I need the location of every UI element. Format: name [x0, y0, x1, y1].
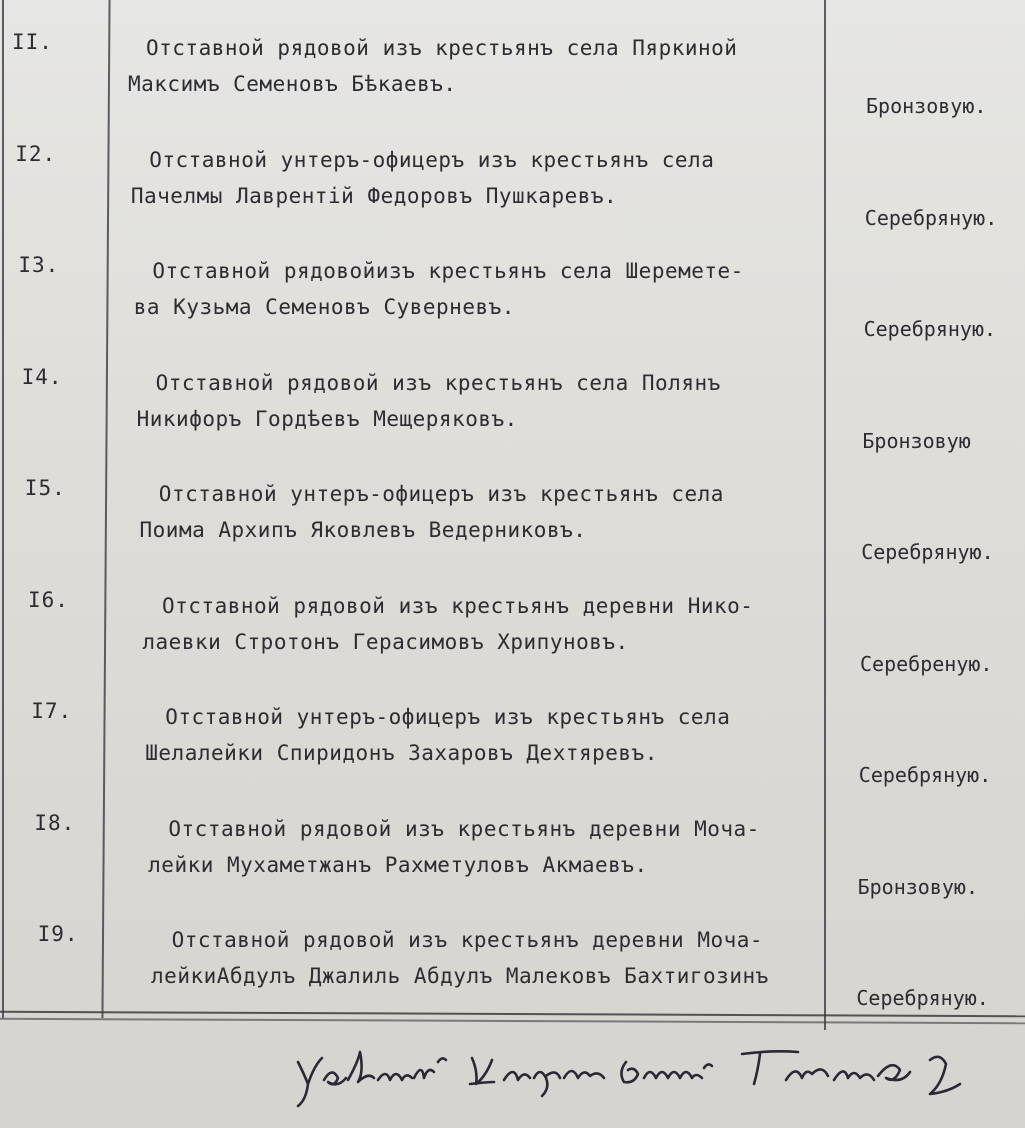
entry-text-line-2: лейки Мухаметжанъ Рахметуловъ Акмаевъ.: [148, 852, 648, 877]
entry-number: I2.: [15, 141, 57, 166]
entry-number: I4.: [21, 364, 63, 389]
entry-row: [0, 245, 1025, 353]
medal-type: Серебряную.: [861, 540, 994, 564]
entry-row: [0, 691, 1025, 799]
entry-text-line-1: Отставной унтеръ-офицеръ изъ крестьянъ села: [149, 147, 715, 172]
entry-row: [0, 803, 1025, 911]
entry-row: [0, 357, 1025, 465]
entry-text-line-2: Максимъ Семеновъ Бѣкаевъ.: [128, 72, 457, 96]
entry-number: I7.: [31, 699, 73, 723]
entry-text-line-1: Отставной рядовой изъ крестьянъ села Полянъ: [155, 370, 721, 395]
entry-text-line-2: Поима Архипъ Яковлевъ Ведерниковъ.: [139, 518, 587, 542]
medal-type: Серебряную.: [863, 317, 997, 341]
handwritten-signature: [290, 1040, 980, 1120]
entry-text-line-2: ва Кузьма Семеновъ Суверневъ.: [133, 295, 515, 319]
entry-row: [0, 468, 1025, 576]
entry-text-line-1: Отставной рядовойизъ крестьянъ села Шеремете-: [152, 259, 744, 283]
entry-text-line-1: Отставной рядовой изъ крестьянъ деревни Моча-: [168, 816, 760, 841]
entry-row: [0, 134, 1025, 242]
entry-row: [0, 22, 1025, 130]
entry-text-line-2: Пачелмы Лаврентій Федоровъ Пушкаревъ.: [130, 183, 618, 208]
entry-text-line-2: Шелалейки Спиридонъ Захаровъ Дехтяревъ.: [145, 741, 658, 765]
medal-type: Бронзовую: [862, 428, 971, 453]
entry-row: [0, 580, 1025, 688]
entry-text-line-2: Никифоръ Гордѣевъ Мещеряковъ.: [136, 406, 518, 431]
entry-text-line-1: Отставной рядовой изъ крестьянъ деревни Нико-: [162, 593, 754, 618]
entry-number: I9.: [37, 922, 79, 946]
entry-text-line-2: лаевки Стротонъ Герасимовъ Хрипуновъ.: [142, 629, 629, 654]
entry-number: II.: [12, 30, 53, 54]
medal-type: Серебреную.: [860, 651, 993, 676]
entry-number: I6.: [28, 587, 69, 612]
entry-number: I8.: [34, 810, 76, 835]
medal-type: Серебряную.: [858, 763, 992, 787]
entry-text-line-1: Отставной унтеръ-офицеръ изъ крестьянъ села: [158, 482, 724, 506]
medal-type: Бронзовую.: [866, 94, 987, 118]
entry-number: I5.: [24, 476, 66, 500]
entry-text-line-1: Отставной рядовой изъ крестьянъ села Пяркиной: [146, 36, 738, 60]
entry-row: [0, 914, 1025, 1022]
medal-type: Серебряную.: [864, 205, 998, 230]
medal-type: Бронзовую.: [857, 874, 979, 899]
entry-number: I3.: [18, 253, 60, 277]
medal-type: Серебряную.: [856, 986, 989, 1010]
entry-text-line-1: Отставной рядовой изъ крестьянъ деревни Моча-: [171, 928, 764, 952]
entry-text-line-1: Отставной унтеръ-офицеръ изъ крестьянъ села: [165, 705, 731, 729]
entry-text-line-2: лейкиАбдулъ Джалиль Абдулъ Малековъ Бахтигозинъ: [151, 964, 769, 988]
